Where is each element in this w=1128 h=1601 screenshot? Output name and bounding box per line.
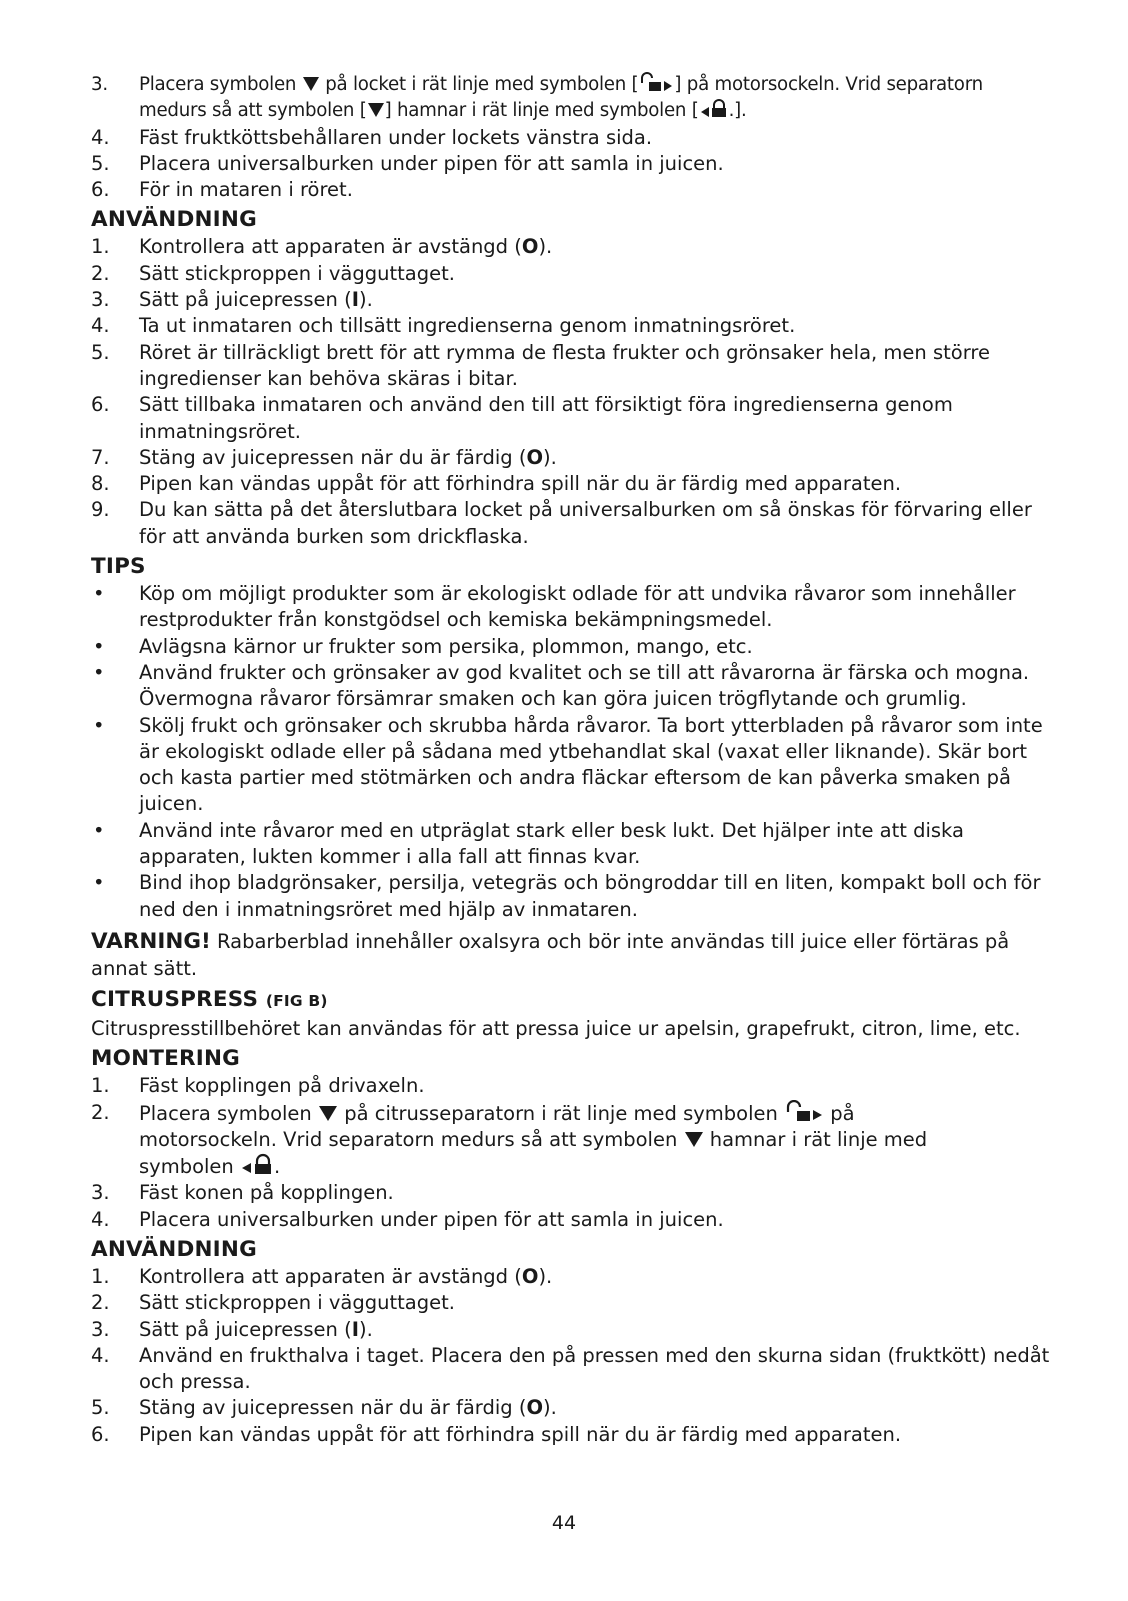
step-number: 3.: [91, 74, 108, 95]
unlock-icon: [784, 1100, 824, 1122]
tip-item: • Avlägsna kärnor ur frukter som persika, plommon, mango, etc.: [93, 634, 753, 658]
usage-step-1: 1. Kontrollera att apparaten är avstängd (O).: [91, 1264, 553, 1288]
unlock-icon: [638, 72, 674, 92]
mount-step-2: 2. Placera symbolen på citrusseparatorn i rät linje med symbolen på motorsockeln. Vrid separatorn medurs så att symbolen hamnar i rät linje med symbolen .: [91, 1100, 928, 1179]
usage-step-3: 3. Sätt på juicepressen (I).: [91, 288, 373, 312]
document-page: [91, 72, 1051, 1448]
assembly-step-4: 4. Fäst fruktköttsbehållaren under lockets vänstra sida.: [91, 125, 653, 149]
usage-step-6: 6. Pipen kan vändas uppåt för att förhindra spill när du är färdig med apparaten.: [91, 1422, 902, 1446]
usage-step-6: 6. Sätt tillbaka inmataren och använd den till att försiktigt föra ingredienserna genom inmatningsröret.: [91, 393, 953, 443]
usage-step-7: 7. Stäng av juicepressen när du är färdig (O).: [91, 445, 557, 469]
section-heading-tips: TIPS: [91, 554, 146, 580]
section-heading-montering: MONTERING: [91, 1046, 241, 1072]
usage-step-4: 4. Använd en frukthalva i taget. Placera den på pressen med den skurna sidan (fruktkött) nedåt och pressa.: [91, 1343, 1050, 1394]
down-triangle-icon: [302, 76, 320, 92]
assembly-step-5: 5. Placera universalburken under pipen för att samla in juicen.: [91, 151, 724, 175]
tip-item: • Skölj frukt och grönsaker och skrubba hårda råvaror. Ta bort ytterbladen på råvaror som inte är ekologiskt odlade eller på sådana med ytbehandlat skal (vaxat eller liknande). Skär bort och kasta partier med stötmärken och andra fläckar eftersom de kan påverka smaken på juicen.: [93, 713, 1043, 816]
usage-step-4: 4. Ta ut inmataren och tillsätt ingredienserna genom inmatningsröret.: [91, 314, 796, 338]
lock-icon: [240, 1153, 274, 1175]
usage-step-8: 8. Pipen kan vändas uppåt för att förhindra spill när du är färdig med apparaten.: [91, 472, 902, 496]
usage-step-2: 2. Sätt stickproppen i vägguttaget.: [91, 1291, 455, 1315]
usage-step-5: 5. Röret är tillräckligt brett för att rymma de flesta frukter och grönsaker hela, men större ingredienser kan behöva skäras i bitar.: [91, 340, 990, 390]
page-number: 44: [551, 1512, 577, 1534]
usage-step-3: 3. Sätt på juicepressen (I).: [91, 1317, 373, 1341]
usage-step-5: 5. Stäng av juicepressen när du är färdig (O).: [91, 1396, 557, 1420]
mount-step-4: 4. Placera universalburken under pipen för att samla in juicen.: [91, 1207, 724, 1231]
assembly-step-3: 3. Placera symbolen på locket i rät linje med symbolen [ ] på motorsockeln. Vrid separatorn medurs så att symbolen [ ] hamnar i rät linje med symbolen [ .].: [91, 72, 1051, 125]
section-heading-anvandning: ANVÄNDNING: [91, 207, 257, 233]
assembly-step-6: 6. För in mataren i röret.: [91, 178, 353, 202]
warning-paragraph: VARNING! Rabarberblad innehåller oxalsyra och bör inte användas till juice eller förtäras på annat sätt.: [91, 928, 1010, 981]
down-triangle-icon: [684, 1131, 704, 1148]
usage-step-2: 2. Sätt stickproppen i vägguttaget.: [91, 261, 455, 285]
mount-step-1: 1. Fäst kopplingen på drivaxeln.: [91, 1074, 425, 1098]
citrus-intro: Citruspresstillbehöret kan användas för att pressa juice ur apelsin, grapefrukt, citron, lime, etc.: [91, 1016, 1021, 1040]
figure-reference: (FIG B): [265, 991, 328, 1010]
mount-step-3: 3. Fäst konen på kopplingen.: [91, 1181, 394, 1205]
down-triangle-icon: [318, 1105, 338, 1122]
tip-item: • Köp om möjligt produkter som är ekologiskt odlade för att undvika råvaror som innehåller restprodukter från konstgödsel och kemiska bekämpningsmedel.: [93, 582, 1016, 632]
tip-item: • Bind ihop bladgrönsaker, persilja, vetegräs och böngroddar till en liten, kompakt boll och för ned den i inmatningsröret med hjälp av inmataren.: [93, 871, 1041, 921]
down-triangle-icon: [367, 102, 385, 118]
tip-item: • Använd frukter och grönsaker av god kvalitet och se till att råvarorna är färska och mogna. Övermogna råvaror försämrar smaken och kan göra juicen trögflytande och grumlig.: [93, 660, 1030, 711]
usage-step-9: 9. Du kan sätta på det återslutbara locket på universalburken om så önskas för förvaring eller för att använda burken som drickflaska.: [91, 498, 1032, 548]
tip-item: • Använd inte råvaror med en utpräglat stark eller besk lukt. Det hjälper inte att diska apparaten, lukten kommer i alla fall att finnas kvar.: [93, 818, 964, 869]
lock-icon: [699, 98, 729, 118]
section-heading-anvandning: ANVÄNDNING: [91, 1236, 257, 1262]
warning-label: VARNING!: [91, 928, 211, 954]
section-heading-citruspress: CITRUSPRESS (FIG B): [91, 986, 328, 1012]
usage-step-1: 1. Kontrollera att apparaten är avstängd (O).: [91, 235, 553, 259]
